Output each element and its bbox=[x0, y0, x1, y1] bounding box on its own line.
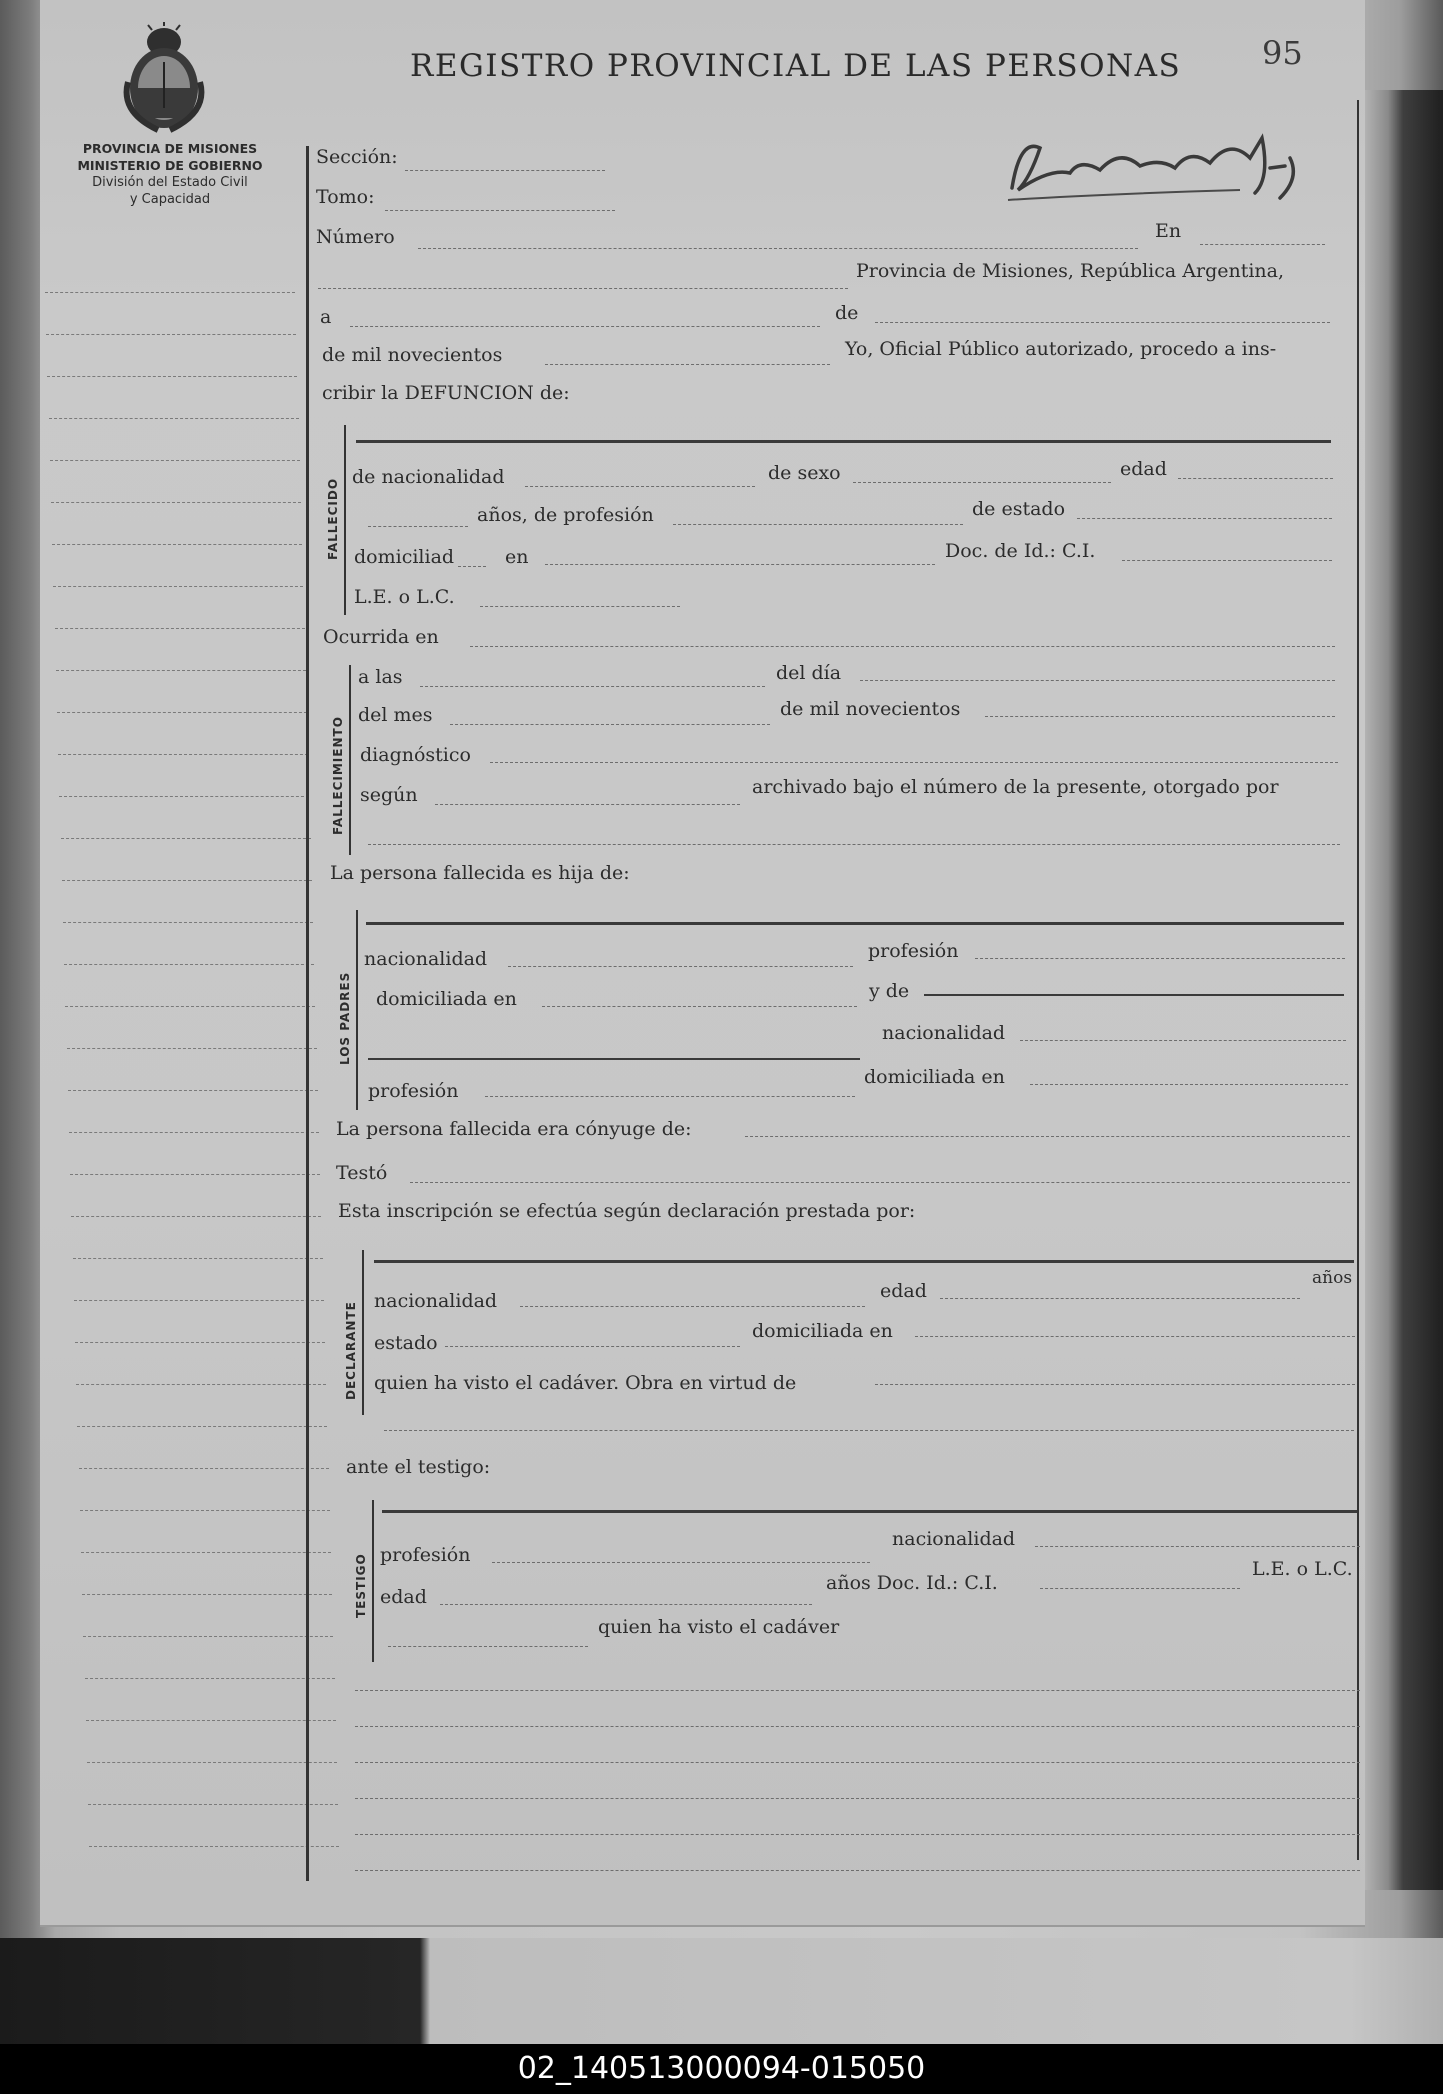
margin-line bbox=[69, 1132, 319, 1133]
notes-line[interactable] bbox=[355, 1726, 1360, 1727]
label-inscripcion: Esta inscripción se efectúa según declaración prestada por: bbox=[338, 1200, 916, 1222]
label-test-profesion: profesión bbox=[380, 1544, 471, 1566]
label-decl-edad: edad bbox=[880, 1280, 927, 1302]
field-test-nacionalidad[interactable] bbox=[1035, 1546, 1360, 1547]
field-anos[interactable] bbox=[368, 526, 468, 527]
issuer-capacity: y Capacidad bbox=[129, 192, 211, 207]
field-declarante-name[interactable] bbox=[374, 1260, 1354, 1263]
label-ocurrida: Ocurrida en bbox=[323, 626, 439, 648]
label-archivado: archivado bajo el número de la presente, otorgado por bbox=[752, 776, 1279, 798]
label-padres-domiciliada: domiciliada en bbox=[376, 988, 517, 1010]
label-yo-oficial: Yo, Oficial Público autorizado, procedo a ins- bbox=[845, 338, 1277, 360]
field-segun[interactable] bbox=[435, 804, 740, 805]
signature-icon bbox=[1000, 118, 1310, 208]
label-del-dia: del día bbox=[776, 662, 842, 684]
main-vertical-rule bbox=[306, 146, 309, 1881]
label-test-doc: años Doc. Id.: C.I. bbox=[826, 1572, 998, 1594]
notes-line[interactable] bbox=[355, 1834, 1360, 1835]
label-decl-anos: años bbox=[1312, 1268, 1353, 1288]
label-test-le-lc: L.E. o L.C. bbox=[1252, 1558, 1353, 1580]
label-sexo: de sexo bbox=[768, 462, 841, 484]
margin-line bbox=[89, 1846, 339, 1847]
field-decl-nacionalidad[interactable] bbox=[520, 1306, 865, 1307]
field-hora[interactable] bbox=[420, 686, 765, 687]
field-padre-profesion[interactable] bbox=[975, 958, 1345, 959]
field-conyuge[interactable] bbox=[745, 1136, 1350, 1137]
label-test-quien: quien ha visto el cadáver bbox=[598, 1616, 840, 1638]
field-sexo[interactable] bbox=[853, 482, 1111, 483]
label-nacionalidad: de nacionalidad bbox=[352, 466, 505, 488]
notes-line[interactable] bbox=[355, 1762, 1360, 1763]
field-decl-domicilio[interactable] bbox=[915, 1336, 1355, 1337]
margin-line bbox=[55, 628, 305, 629]
field-otorgado[interactable] bbox=[368, 844, 1340, 845]
label-le-lc: L.E. o L.C. bbox=[354, 586, 455, 608]
field-test-profesion[interactable] bbox=[492, 1562, 870, 1563]
field-domicilio[interactable] bbox=[545, 564, 935, 565]
section-fallecimiento: FALLECIMIENTO bbox=[331, 716, 345, 835]
field-ci[interactable] bbox=[1122, 560, 1332, 561]
field-anio-fall[interactable] bbox=[985, 716, 1335, 717]
label-hija-de: La persona fallecida es hija de: bbox=[330, 862, 630, 884]
label-del-mes: del mes bbox=[358, 704, 433, 726]
issuer-province: PROVINCIA DE MISIONES bbox=[82, 141, 258, 156]
label-estado: de estado bbox=[972, 498, 1066, 520]
field-profesion[interactable] bbox=[673, 524, 963, 525]
issuer-block bbox=[40, 140, 300, 208]
label-padres-nacionalidad: nacionalidad bbox=[364, 948, 488, 970]
label-de: de bbox=[835, 302, 859, 324]
field-madre-profesion[interactable] bbox=[485, 1096, 855, 1097]
field-padre-domicilio[interactable] bbox=[542, 1006, 857, 1007]
testigo-bracket bbox=[372, 1500, 374, 1662]
field-edad[interactable] bbox=[1178, 478, 1333, 479]
margin-line bbox=[57, 712, 307, 713]
label-anos-profesion: años, de profesión bbox=[477, 504, 654, 526]
field-ocurrida[interactable] bbox=[470, 646, 1335, 647]
notes-line[interactable] bbox=[355, 1798, 1360, 1799]
margin-line bbox=[61, 838, 311, 839]
margin-line bbox=[45, 292, 295, 293]
margin-line bbox=[64, 964, 314, 965]
margin-line bbox=[74, 1300, 324, 1301]
padres-bracket bbox=[356, 910, 358, 1110]
margin-line bbox=[65, 1006, 315, 1007]
field-decl-estado[interactable] bbox=[445, 1346, 740, 1347]
margin-line bbox=[58, 754, 308, 755]
label-y-de: y de bbox=[869, 980, 910, 1002]
label-testo: Testó bbox=[336, 1162, 388, 1184]
margin-line bbox=[46, 334, 296, 335]
field-numero[interactable] bbox=[418, 248, 1138, 249]
field-tomo[interactable] bbox=[385, 210, 615, 211]
field-padre-nacionalidad[interactable] bbox=[508, 966, 853, 967]
margin-line bbox=[67, 1048, 317, 1049]
field-testigo-name[interactable] bbox=[382, 1510, 1357, 1513]
field-domiciliad-suffix[interactable] bbox=[458, 566, 486, 567]
label-test-nacionalidad: nacionalidad bbox=[892, 1528, 1016, 1550]
label-segun: según bbox=[360, 784, 418, 806]
label-a-las: a las bbox=[358, 666, 403, 688]
field-decl-extra[interactable] bbox=[384, 1430, 1354, 1431]
label-domiciliad: domiciliad bbox=[354, 546, 455, 568]
margin-line bbox=[76, 1384, 326, 1385]
declarante-bracket bbox=[362, 1250, 364, 1415]
label-de-mil: de mil novecientos bbox=[322, 344, 503, 366]
label-seccion: Sección: bbox=[316, 146, 398, 168]
label-en-domicilio: en bbox=[505, 546, 529, 568]
field-year[interactable] bbox=[545, 364, 830, 365]
image-caption: 02_140513000094-015050 bbox=[0, 2044, 1443, 2094]
margin-line bbox=[70, 1174, 320, 1175]
margin-line bbox=[50, 460, 300, 461]
margin-line bbox=[77, 1426, 327, 1427]
field-fallecido-name[interactable] bbox=[356, 440, 1331, 443]
right-vertical-rule bbox=[1357, 100, 1359, 1860]
label-de-mil-fall: de mil novecientos bbox=[780, 698, 961, 720]
book-edge bbox=[1358, 90, 1443, 1890]
label-cribir: cribir la DEFUNCION de: bbox=[322, 382, 570, 404]
label-decl-estado: estado bbox=[374, 1332, 438, 1354]
field-nacionalidad[interactable] bbox=[525, 486, 755, 487]
label-en: En bbox=[1155, 220, 1182, 242]
margin-line bbox=[62, 880, 312, 881]
margin-line bbox=[59, 796, 309, 797]
label-decl-domiciliada: domiciliada en bbox=[752, 1320, 893, 1342]
section-fallecido: FALLECIDO bbox=[326, 477, 340, 560]
label-decl-quien: quien ha visto el cadáver. Obra en virtud de bbox=[374, 1372, 797, 1394]
page-title: REGISTRO PROVINCIAL DE LAS PERSONAS bbox=[410, 48, 1182, 84]
label-a: a bbox=[320, 306, 332, 328]
label-tomo: Tomo: bbox=[316, 186, 375, 208]
margin-line bbox=[51, 502, 301, 503]
section-testigo: TESTIGO bbox=[354, 1553, 368, 1618]
label-padres-profesion2: profesión bbox=[368, 1080, 459, 1102]
margin-line bbox=[52, 544, 302, 545]
label-doc: Doc. de Id.: C.I. bbox=[945, 540, 1096, 562]
margin-line bbox=[63, 922, 313, 923]
label-edad: edad bbox=[1120, 458, 1167, 480]
margin-line bbox=[75, 1342, 325, 1343]
margin-line bbox=[86, 1720, 336, 1721]
margin-line bbox=[56, 670, 306, 671]
coat-of-arms-icon bbox=[118, 22, 210, 134]
field-test-edad[interactable] bbox=[440, 1604, 812, 1605]
field-madre-nacionalidad[interactable] bbox=[1020, 1040, 1346, 1041]
notes-line[interactable] bbox=[355, 1870, 1360, 1871]
margin-line bbox=[82, 1594, 332, 1595]
margin-line bbox=[80, 1510, 330, 1511]
field-estado[interactable] bbox=[1077, 518, 1332, 519]
page-number: 95 bbox=[1262, 34, 1303, 72]
desk-surface bbox=[0, 1938, 1443, 2044]
fallecimiento-bracket bbox=[349, 665, 351, 855]
issuer-ministry: MINISTERIO DE GOBIERNO bbox=[77, 158, 263, 173]
field-decl-edad[interactable] bbox=[940, 1298, 1300, 1299]
field-madre-domicilio[interactable] bbox=[1030, 1084, 1348, 1085]
field-testo[interactable] bbox=[410, 1182, 1350, 1183]
field-madre-name[interactable] bbox=[924, 994, 1344, 996]
label-padres-nacionalidad2: nacionalidad bbox=[882, 1022, 1006, 1044]
margin-line bbox=[71, 1216, 321, 1217]
field-diagnostico[interactable] bbox=[490, 762, 1338, 763]
field-de[interactable] bbox=[875, 322, 1330, 323]
section-declarante: DECLARANTE bbox=[344, 1301, 358, 1400]
field-a[interactable] bbox=[350, 326, 820, 327]
label-decl-nacionalidad: nacionalidad bbox=[374, 1290, 498, 1312]
margin-line bbox=[79, 1468, 329, 1469]
field-madre-name-cont[interactable] bbox=[368, 1058, 860, 1060]
field-en[interactable] bbox=[1200, 244, 1325, 245]
field-decl-obra[interactable] bbox=[875, 1384, 1355, 1385]
field-seccion[interactable] bbox=[405, 170, 605, 171]
label-padres-profesion: profesión bbox=[868, 940, 959, 962]
label-test-edad: edad bbox=[380, 1586, 427, 1608]
margin-line bbox=[81, 1552, 331, 1553]
margin-line bbox=[83, 1636, 333, 1637]
margin-line bbox=[47, 376, 297, 377]
label-padres-domiciliada2: domiciliada en bbox=[864, 1066, 1005, 1088]
label-numero: Número bbox=[316, 226, 395, 248]
margin-line bbox=[68, 1090, 318, 1091]
field-mes[interactable] bbox=[450, 724, 770, 725]
label-provincia: Provincia de Misiones, República Argentina, bbox=[856, 260, 1285, 282]
field-test-ci[interactable] bbox=[1040, 1588, 1240, 1589]
margin-line bbox=[73, 1258, 323, 1259]
field-dia[interactable] bbox=[860, 680, 1335, 681]
notes-line[interactable] bbox=[355, 1690, 1360, 1691]
margin-line bbox=[49, 418, 299, 419]
margin-line bbox=[87, 1762, 337, 1763]
field-padre-name[interactable] bbox=[366, 922, 1344, 925]
margin-line bbox=[88, 1804, 338, 1805]
field-test-extra[interactable] bbox=[388, 1646, 588, 1647]
field-le-lc[interactable] bbox=[480, 606, 680, 607]
label-ante-testigo: ante el testigo: bbox=[346, 1456, 491, 1478]
issuer-division: División del Estado Civil bbox=[92, 175, 248, 190]
margin-line bbox=[85, 1678, 335, 1679]
field-location[interactable] bbox=[318, 288, 848, 289]
margin-line bbox=[53, 586, 303, 587]
label-conyuge: La persona fallecida era cónyuge de: bbox=[336, 1118, 692, 1140]
fallecido-bracket bbox=[344, 425, 346, 615]
section-los-padres: LOS PADRES bbox=[338, 971, 352, 1065]
label-diagnostico: diagnóstico bbox=[360, 744, 471, 766]
